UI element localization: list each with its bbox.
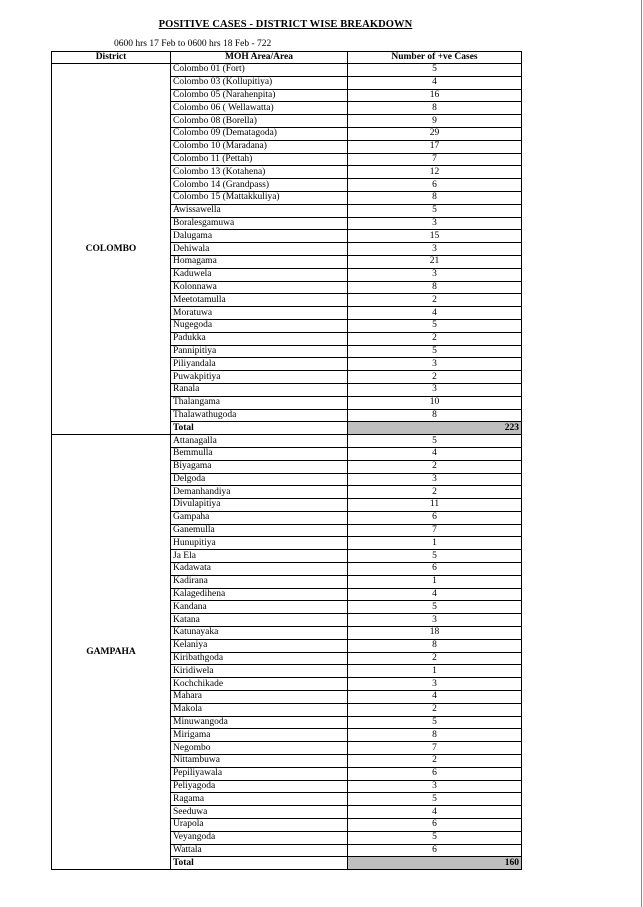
case-count: 3 — [348, 614, 522, 627]
case-count: 2 — [348, 486, 522, 499]
case-count: 2 — [348, 652, 522, 665]
moh-area: Mirigama — [171, 729, 348, 742]
moh-area: Ranala — [171, 383, 348, 396]
moh-area: Ja Ela — [171, 550, 348, 563]
page-edge — [641, 0, 642, 907]
moh-area: Wattala — [171, 844, 348, 857]
case-count: 1 — [348, 575, 522, 588]
case-count: 2 — [348, 460, 522, 473]
moh-area: Kadawata — [171, 563, 348, 576]
case-count: 6 — [348, 563, 522, 576]
moh-area: Katunayaka — [171, 627, 348, 640]
case-count: 1 — [348, 665, 522, 678]
moh-area: Ragama — [171, 793, 348, 806]
case-count: 5 — [348, 831, 522, 844]
moh-area: Colombo 15 (Mattakkuliya) — [171, 191, 348, 204]
case-count: 4 — [348, 76, 522, 89]
case-count: 2 — [348, 755, 522, 768]
moh-area: Colombo 08 (Borella) — [171, 115, 348, 128]
case-count: 3 — [348, 780, 522, 793]
moh-area: Dehiwala — [171, 243, 348, 256]
moh-area: Awissawella — [171, 204, 348, 217]
moh-area: Demanhandiya — [171, 486, 348, 499]
table-body — [52, 64, 522, 870]
moh-area: Divulapitiya — [171, 499, 348, 512]
case-count: 8 — [348, 191, 522, 204]
case-count: 4 — [348, 691, 522, 704]
area-column-header: MOH Area/Area — [171, 52, 348, 64]
cases-table — [51, 51, 522, 870]
case-count: 4 — [348, 447, 522, 460]
table-row — [52, 435, 522, 448]
moh-area: Seeduwa — [171, 806, 348, 819]
moh-area: Minuwangoda — [171, 716, 348, 729]
case-count: 7 — [348, 524, 522, 537]
moh-area: Pepiliyawala — [171, 767, 348, 780]
case-count: 29 — [348, 127, 522, 140]
moh-area: Colombo 09 (Dematagoda) — [171, 127, 348, 140]
moh-area: Colombo 06 ( Wellawatta) — [171, 102, 348, 115]
case-count: 15 — [348, 230, 522, 243]
case-count: 3 — [348, 217, 522, 230]
case-count: 3 — [348, 358, 522, 371]
moh-area: Hunupitiya — [171, 537, 348, 550]
case-count: 5 — [348, 550, 522, 563]
case-count: 8 — [348, 409, 522, 422]
moh-area: Nittambuwa — [171, 755, 348, 768]
case-count: 6 — [348, 844, 522, 857]
total-value: 160 — [348, 857, 522, 870]
moh-area: Pannipitiya — [171, 345, 348, 358]
case-count: 3 — [348, 473, 522, 486]
moh-area: Attanagalla — [171, 435, 348, 448]
moh-area: Colombo 05 (Narahenpita) — [171, 89, 348, 102]
case-count: 8 — [348, 281, 522, 294]
moh-area: Piliyandala — [171, 358, 348, 371]
case-count: 4 — [348, 806, 522, 819]
case-count: 21 — [348, 255, 522, 268]
moh-area: Padukka — [171, 332, 348, 345]
moh-area: Colombo 10 (Maradana) — [171, 140, 348, 153]
case-count: 3 — [348, 383, 522, 396]
moh-area: Mahara — [171, 691, 348, 704]
moh-area: Moratuwa — [171, 307, 348, 320]
table-header-row — [52, 52, 522, 64]
moh-area: Gampaha — [171, 511, 348, 524]
case-count: 8 — [348, 639, 522, 652]
moh-area: Colombo 14 (Grandpass) — [171, 179, 348, 192]
case-count: 10 — [348, 396, 522, 409]
total-value: 223 — [348, 422, 522, 435]
report-period: 0600 hrs 17 Feb to 0600 hrs 18 Feb - 722 — [114, 39, 272, 49]
moh-area: Peliyagoda — [171, 780, 348, 793]
cases-column-header: Number of +ve Cases — [348, 52, 522, 64]
case-count: 6 — [348, 819, 522, 832]
case-count: 8 — [348, 729, 522, 742]
table-row — [52, 64, 522, 77]
case-count: 4 — [348, 588, 522, 601]
moh-area: Colombo 03 (Kollupitiya) — [171, 76, 348, 89]
case-count: 5 — [348, 601, 522, 614]
case-count: 5 — [348, 793, 522, 806]
moh-area: Veyangoda — [171, 831, 348, 844]
case-count: 6 — [348, 767, 522, 780]
moh-area: Puwakpitiya — [171, 371, 348, 384]
moh-area: Kaduwela — [171, 268, 348, 281]
total-label: Total — [171, 422, 348, 435]
case-count: 5 — [348, 64, 522, 77]
moh-area: Meetotamulla — [171, 294, 348, 307]
case-count: 5 — [348, 345, 522, 358]
case-count: 5 — [348, 435, 522, 448]
case-count: 5 — [348, 204, 522, 217]
case-count: 5 — [348, 319, 522, 332]
case-count: 2 — [348, 371, 522, 384]
page-title: POSITIVE CASES - DISTRICT WISE BREAKDOWN — [158, 19, 413, 30]
moh-area: Kandana — [171, 601, 348, 614]
moh-area: Boralesgamuwa — [171, 217, 348, 230]
case-count: 4 — [348, 307, 522, 320]
moh-area: Dalugama — [171, 230, 348, 243]
case-count: 3 — [348, 243, 522, 256]
case-count: 6 — [348, 511, 522, 524]
moh-area: Biyagama — [171, 460, 348, 473]
case-count: 2 — [348, 294, 522, 307]
case-count: 5 — [348, 716, 522, 729]
case-count: 3 — [348, 268, 522, 281]
moh-area: Thalangama — [171, 396, 348, 409]
case-count: 18 — [348, 627, 522, 640]
moh-area: Makola — [171, 703, 348, 716]
moh-area: Kelaniya — [171, 639, 348, 652]
case-count: 7 — [348, 742, 522, 755]
moh-area: Nugegoda — [171, 319, 348, 332]
moh-area: Delgoda — [171, 473, 348, 486]
moh-area: Kiribathgoda — [171, 652, 348, 665]
case-count: 16 — [348, 89, 522, 102]
moh-area: Ganemulla — [171, 524, 348, 537]
moh-area: Colombo 13 (Kotahena) — [171, 166, 348, 179]
moh-area: Katana — [171, 614, 348, 627]
moh-area: Negombo — [171, 742, 348, 755]
district-name: COLOMBO — [52, 64, 171, 435]
moh-area: Kiridiwela — [171, 665, 348, 678]
case-count: 6 — [348, 179, 522, 192]
case-count: 9 — [348, 115, 522, 128]
moh-area: Colombo 01 (Fort) — [171, 64, 348, 77]
case-count: 12 — [348, 166, 522, 179]
moh-area: Kadirana — [171, 575, 348, 588]
moh-area: Kochchikade — [171, 678, 348, 691]
moh-area: Homagama — [171, 255, 348, 268]
case-count: 2 — [348, 703, 522, 716]
district-column-header: District — [52, 52, 171, 64]
total-label: Total — [171, 857, 348, 870]
case-count: 7 — [348, 153, 522, 166]
district-name: GAMPAHA — [52, 435, 171, 870]
moh-area: Kalagedihena — [171, 588, 348, 601]
case-count: 2 — [348, 332, 522, 345]
moh-area: Colombo 11 (Pettah) — [171, 153, 348, 166]
case-count: 17 — [348, 140, 522, 153]
moh-area: Urapola — [171, 819, 348, 832]
moh-area: Bemmulla — [171, 447, 348, 460]
case-count: 1 — [348, 537, 522, 550]
moh-area: Thalawathugoda — [171, 409, 348, 422]
moh-area: Kolonnawa — [171, 281, 348, 294]
case-count: 11 — [348, 499, 522, 512]
case-count: 3 — [348, 678, 522, 691]
case-count: 8 — [348, 102, 522, 115]
